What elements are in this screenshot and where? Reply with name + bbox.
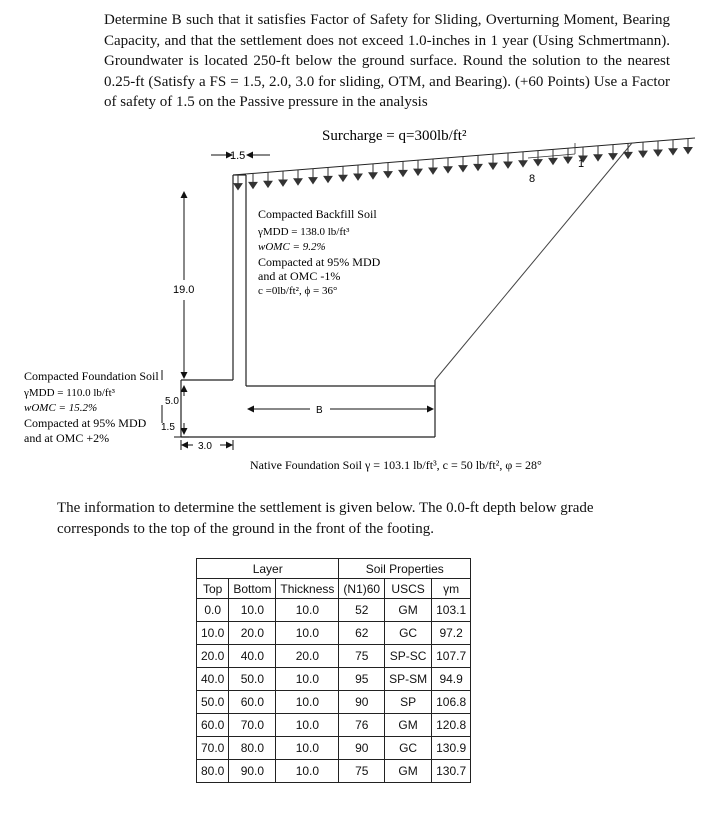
svg-text:19.0: 19.0 bbox=[173, 284, 195, 296]
table-cell: 103.1 bbox=[432, 599, 471, 622]
foundation-properties bbox=[23, 369, 159, 445]
table-row bbox=[197, 691, 471, 714]
svg-text:and at OMC -1%: and at OMC -1% bbox=[258, 269, 341, 283]
surcharge-arrowhead bbox=[414, 169, 422, 175]
table-cell: 76 bbox=[339, 714, 385, 737]
surcharge-arrowhead bbox=[279, 180, 287, 186]
top-width-dimension bbox=[211, 150, 270, 162]
table-cell: 52 bbox=[339, 599, 385, 622]
footing-thickness-dimension bbox=[161, 386, 189, 437]
svg-text:B: B bbox=[316, 405, 323, 416]
surcharge-arrowhead bbox=[549, 158, 557, 164]
surcharge-arrowhead bbox=[684, 148, 692, 154]
surcharge-arrowhead bbox=[399, 170, 407, 176]
table-cell: 10.0 bbox=[276, 668, 339, 691]
table-cell: 10.0 bbox=[197, 622, 229, 645]
table-row bbox=[197, 737, 471, 760]
surcharge-arrowhead bbox=[624, 152, 632, 158]
table-row bbox=[197, 714, 471, 737]
svg-text:Compacted Backfill Soil: Compacted Backfill Soil bbox=[258, 207, 377, 221]
surcharge-arrowhead bbox=[234, 184, 242, 190]
surcharge-arrowhead bbox=[324, 176, 332, 182]
table-row bbox=[197, 599, 471, 622]
toe-dimension bbox=[181, 440, 233, 452]
svg-text:c =0lb/ft², ϕ = 36°: c =0lb/ft², ϕ = 36° bbox=[258, 285, 338, 297]
table-cell: 70.0 bbox=[229, 714, 276, 737]
table-cell: 10.0 bbox=[276, 691, 339, 714]
group-header-layer: Layer bbox=[197, 559, 339, 579]
table-cell: GM bbox=[385, 599, 432, 622]
table-cell: GC bbox=[385, 622, 432, 645]
table-cell: 60.0 bbox=[197, 714, 229, 737]
column-header: γm bbox=[432, 579, 471, 599]
table-cell: 20.0 bbox=[197, 645, 229, 668]
table-cell: 130.9 bbox=[432, 737, 471, 760]
surcharge-arrowhead bbox=[609, 154, 617, 160]
table-cell: 40.0 bbox=[229, 645, 276, 668]
svg-text:Compacted Foundation Soil: Compacted Foundation Soil bbox=[24, 369, 159, 383]
column-header: USCS bbox=[385, 579, 432, 599]
svg-text:and at OMC +2%: and at OMC +2% bbox=[24, 431, 110, 445]
table-cell: 75 bbox=[339, 760, 385, 783]
table-cell: 10.0 bbox=[276, 714, 339, 737]
svg-text:γMDD = 138.0 lb/ft³: γMDD = 138.0 lb/ft³ bbox=[258, 226, 350, 238]
table-cell: SP-SC bbox=[385, 645, 432, 668]
backfill-properties bbox=[257, 207, 381, 297]
surcharge-arrowhead bbox=[594, 155, 602, 161]
column-header: (N1)60 bbox=[339, 579, 385, 599]
svg-text:5.0: 5.0 bbox=[165, 396, 179, 407]
table-cell: 20.0 bbox=[229, 622, 276, 645]
table-cell: 90 bbox=[339, 737, 385, 760]
table-cell: 20.0 bbox=[276, 645, 339, 668]
surcharge-arrowhead bbox=[309, 178, 317, 184]
table-cell: 80.0 bbox=[197, 760, 229, 783]
surcharge-arrowhead bbox=[264, 181, 272, 187]
table-row bbox=[197, 668, 471, 691]
svg-text:γMDD = 110.0 lb/ft³: γMDD = 110.0 lb/ft³ bbox=[24, 387, 115, 399]
wall-height-dimension bbox=[173, 192, 194, 378]
surcharge-arrowhead bbox=[654, 150, 662, 156]
surcharge-arrowhead bbox=[519, 161, 527, 167]
table-cell: 50.0 bbox=[229, 668, 276, 691]
table-cell: 40.0 bbox=[197, 668, 229, 691]
table-cell: GM bbox=[385, 760, 432, 783]
column-headers bbox=[197, 579, 471, 599]
table-cell: GM bbox=[385, 714, 432, 737]
table-cell: 70.0 bbox=[197, 737, 229, 760]
table-cell: 10.0 bbox=[229, 599, 276, 622]
table-row bbox=[197, 760, 471, 783]
surcharge-arrowhead bbox=[429, 168, 437, 174]
table-cell: 90.0 bbox=[229, 760, 276, 783]
table-cell: 90 bbox=[339, 691, 385, 714]
table-cell: 10.0 bbox=[276, 622, 339, 645]
table-cell: 130.7 bbox=[432, 760, 471, 783]
surcharge-arrows bbox=[234, 139, 692, 190]
surcharge-arrowhead bbox=[534, 160, 542, 166]
table-cell: 10.0 bbox=[276, 737, 339, 760]
table-row bbox=[197, 645, 471, 668]
group-header-soil: Soil Properties bbox=[339, 559, 471, 579]
table-cell: 80.0 bbox=[229, 737, 276, 760]
column-header: Bottom bbox=[229, 579, 276, 599]
svg-text:3.0: 3.0 bbox=[198, 441, 212, 452]
surcharge-arrowhead bbox=[384, 172, 392, 178]
table-cell: 50.0 bbox=[197, 691, 229, 714]
table-cell: 120.8 bbox=[432, 714, 471, 737]
table-row bbox=[197, 622, 471, 645]
table-cell: 75 bbox=[339, 645, 385, 668]
surcharge-arrowhead bbox=[474, 164, 482, 170]
column-header: Thickness bbox=[276, 579, 339, 599]
surcharge-arrowhead bbox=[564, 157, 572, 163]
embedment-dimension bbox=[162, 370, 179, 423]
settlement-intro: The information to determine the settlement is given below. The 0.0-ft depth below grade corresponds to the top of the ground in the front of the footing. bbox=[57, 500, 594, 537]
svg-text:wOMC = 15.2%: wOMC = 15.2% bbox=[24, 402, 98, 414]
surcharge-arrowhead bbox=[354, 174, 362, 180]
surcharge-arrowhead bbox=[339, 175, 347, 181]
base-width-dimension bbox=[248, 405, 433, 416]
surcharge-arrowhead bbox=[504, 162, 512, 168]
native-soil-label: Native Foundation Soil γ = 103.1 lb/ft³, c = 50 lb/ft², φ = 28° bbox=[250, 458, 542, 472]
table-cell: 95 bbox=[339, 668, 385, 691]
table-cell: 0.0 bbox=[197, 599, 229, 622]
surcharge-arrowhead bbox=[369, 173, 377, 179]
surcharge-label: Surcharge = q=300lb/ft² bbox=[322, 128, 467, 144]
table-cell: GC bbox=[385, 737, 432, 760]
table-cell: SP bbox=[385, 691, 432, 714]
surcharge-arrowhead bbox=[639, 151, 647, 157]
slope-horizontal: 8 bbox=[529, 173, 536, 185]
table-cell: 10.0 bbox=[276, 760, 339, 783]
surcharge-arrowhead bbox=[669, 149, 677, 155]
table-cell: 107.7 bbox=[432, 645, 471, 668]
svg-text:Compacted at 95% MDD: Compacted at 95% MDD bbox=[24, 416, 147, 430]
table-cell: 10.0 bbox=[276, 599, 339, 622]
surcharge-arrowhead bbox=[294, 179, 302, 185]
table-cell: 94.9 bbox=[432, 668, 471, 691]
surcharge-arrowhead bbox=[489, 163, 497, 169]
slope-vertical: 1 bbox=[578, 158, 585, 170]
table-cell: 106.8 bbox=[432, 691, 471, 714]
problem-statement: Determine B such that it satisfies Factor of Safety for Sliding, Overturning Moment, Bearing Capacity, and that the settlement does not exceed 1.0-inches in 1 year (Using Schmertmann). Groundwater is located 250-ft below the ground surface. Round the solution to the nearest 0.25-ft (Satisfy a FS = 1.5, 2.0, 3.0 for sliding, OTM, and Bearing). (+60 Points) Use a Factor of safety of 1.5 on the Passive pressure in the analysis bbox=[104, 12, 670, 110]
svg-text:1.5: 1.5 bbox=[161, 422, 175, 433]
surcharge-arrowhead bbox=[249, 182, 257, 188]
svg-text:1.5: 1.5 bbox=[230, 150, 246, 162]
table-cell: SP-SM bbox=[385, 668, 432, 691]
table-cell: 62 bbox=[339, 622, 385, 645]
svg-text:Compacted at 95% MDD: Compacted at 95% MDD bbox=[258, 255, 381, 269]
svg-text:wOMC = 9.2%: wOMC = 9.2% bbox=[258, 241, 326, 253]
surcharge-arrowhead bbox=[444, 167, 452, 173]
table-cell: 60.0 bbox=[229, 691, 276, 714]
surcharge-arrowhead bbox=[459, 166, 467, 172]
column-header: Top bbox=[197, 579, 229, 599]
table-cell: 97.2 bbox=[432, 622, 471, 645]
soil-layer-table bbox=[196, 558, 471, 783]
